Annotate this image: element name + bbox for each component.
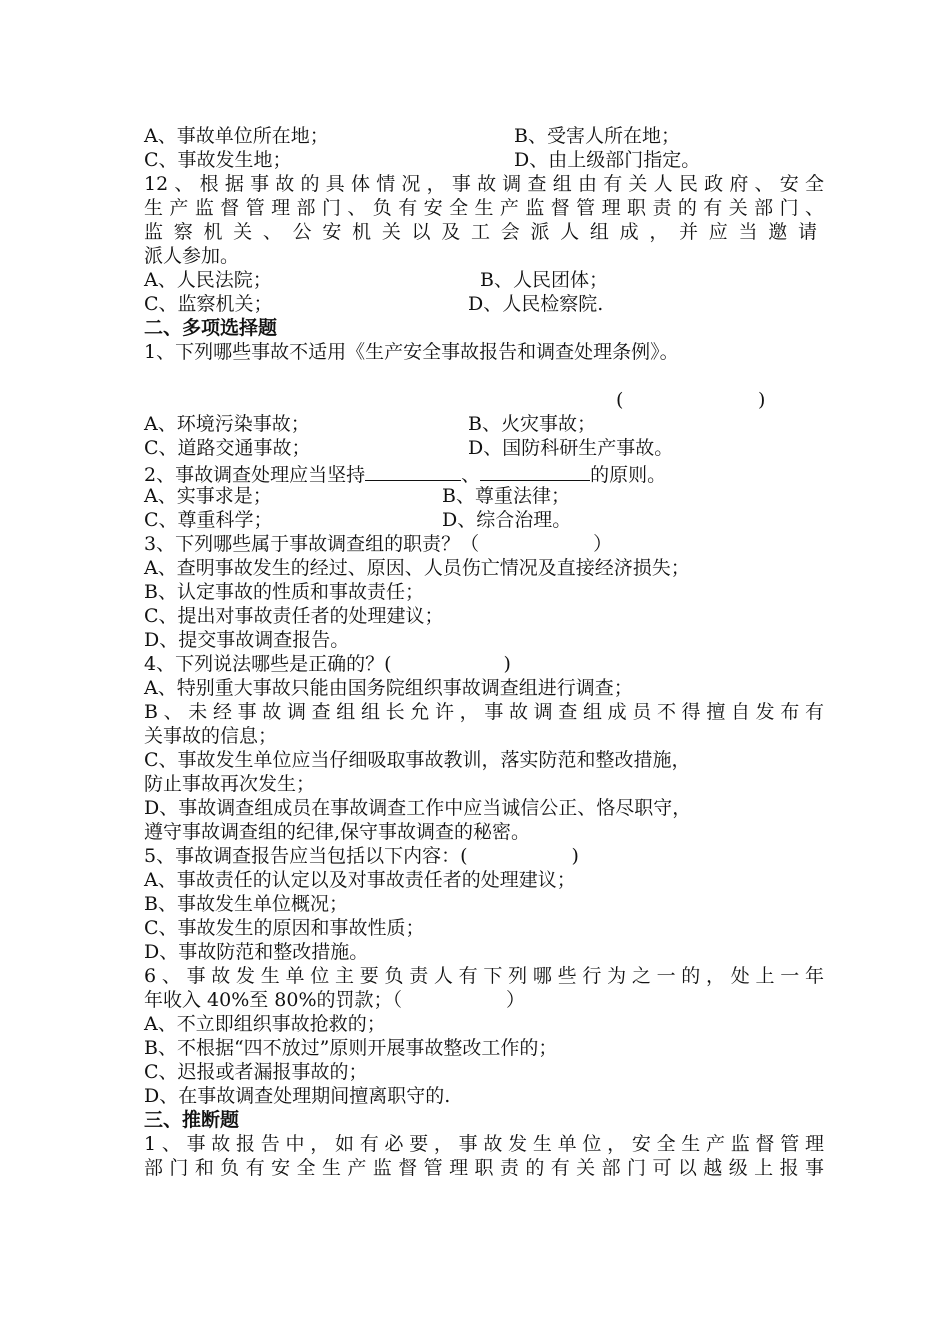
m6-option-b: B、不根据“四不放过”原则开展事故整改工作的； <box>144 1037 558 1059</box>
m3-stem-close: ） <box>593 533 613 555</box>
m2-options-row-1 <box>144 484 824 508</box>
m4-stem-close: ) <box>503 653 511 675</box>
m4-option-d-line-1: D、事故调查组成员在事故调查工作中应当诚信公正、恪尽职守， <box>144 797 692 819</box>
m1-option-d: D、国防科研生产事故。 <box>468 437 674 459</box>
m4-stem-text: 4、下列说法哪些是正确的？( <box>144 653 392 675</box>
m1-stem: 1、下列哪些事故不适用《生产安全事故报告和调查处理条例》。 <box>144 341 679 363</box>
m5-option-d: D、事故防范和整改措施。 <box>144 941 369 963</box>
m2-options-row-2 <box>144 508 824 532</box>
m1-spacer <box>144 364 824 388</box>
m2-option-b: B、尊重法律； <box>442 485 570 507</box>
q11-option-a: A、事故单位所在地； <box>144 125 329 147</box>
j1-line-1: 1、事故报告中，如有必要，事故发生单位，安全生产监督管理 <box>144 1133 824 1155</box>
m6-option-c: C、迟报或者漏报事故的； <box>144 1061 368 1083</box>
m2-stem <box>144 460 824 484</box>
m1-option-a: A、环境污染事故； <box>144 413 310 435</box>
m6-stem-line-1: 6、事故发生单位主要负责人有下列哪些行为之一的，处上一年 <box>144 965 824 987</box>
m1-answer-parens <box>144 388 824 412</box>
m5-stem <box>144 844 824 868</box>
m6-option-a: A、不立即组织事故抢救的； <box>144 1013 386 1035</box>
q12-option-a: A、人民法院； <box>144 269 272 291</box>
m5-option-b: B、事故发生单位概况； <box>144 893 348 915</box>
m2-option-a: A、实事求是； <box>144 485 272 507</box>
q12-stem-line-1: 12、根据事故的具体情况，事故调查组由有关人民政府、安全 <box>144 173 824 195</box>
m2-blank-1[interactable] <box>365 460 461 481</box>
q11-options-row-1 <box>144 124 824 148</box>
q11-options-row-2 <box>144 148 824 172</box>
m6-stem-line-2 <box>144 988 824 1012</box>
m2-stem-end: 的原则。 <box>590 464 667 486</box>
section-judgment-title: 三、推断题 <box>144 1109 240 1131</box>
q11-option-d: D、由上级部门指定。 <box>514 149 701 171</box>
m4-stem <box>144 652 824 676</box>
q12-option-c: C、监察机关； <box>144 293 273 315</box>
q12-stem-line-4: 派人参加。 <box>144 245 240 267</box>
q12-stem-line-2: 生产监督管理部门、负有安全生产监督管理职责的有关部门、 <box>144 197 824 219</box>
m5-stem-text: 5、事故调查报告应当包括以下内容：( <box>144 845 468 867</box>
m2-stem-start: 2、事故调查处理应当坚持 <box>144 464 366 486</box>
m4-option-d-line-2: 遵守事故调查组的纪律,保守事故调查的秘密。 <box>144 821 531 843</box>
m4-option-a: A、特别重大事故只能由国务院组织事故调查组进行调查； <box>144 677 633 699</box>
m6-stem-text: 年收入 40%至 80%的罚款；（ <box>144 989 403 1011</box>
m2-option-c: C、尊重科学； <box>144 509 273 531</box>
q11-option-b: B、受害人所在地； <box>514 125 680 147</box>
m3-stem <box>144 532 824 556</box>
m5-option-a: A、事故责任的认定以及对事故责任者的处理建议； <box>144 869 576 891</box>
m5-option-c: C、事故发生的原因和事故性质； <box>144 917 425 939</box>
m1-option-c: C、道路交通事故； <box>144 437 311 459</box>
m1-paren-open: ( <box>616 389 624 411</box>
m1-options-row-2 <box>144 436 824 460</box>
m3-option-b: B、认定事故的性质和事故责任； <box>144 581 424 603</box>
m6-stem-close: ） <box>506 989 526 1011</box>
m2-stem-mid: 、 <box>461 464 481 486</box>
section-multiple-choice-title: 二、多项选择题 <box>144 317 278 339</box>
m3-option-d: D、提交事故调查报告。 <box>144 629 350 651</box>
m2-option-d: D、综合治理。 <box>442 509 572 531</box>
m5-stem-close: ) <box>571 845 579 867</box>
m2-blank-2[interactable] <box>480 460 590 481</box>
m4-option-c-line-1: C、事故发生单位应当仔细吸取事故教训，落实防范和整改措施， <box>144 749 691 771</box>
m3-option-c: C、提出对事故责任者的处理建议； <box>144 605 444 627</box>
m3-option-a: A、查明事故发生的经过、原因、人员伤亡情况及直接经济损失； <box>144 557 690 579</box>
q12-options-row-2 <box>144 292 824 316</box>
q12-option-b: B、人民团体； <box>480 269 608 291</box>
m1-options-row-1 <box>144 412 824 436</box>
j1-line-2: 部门和负有安全生产监督管理职责的有关部门可以越级上报事 <box>144 1157 824 1179</box>
m6-option-d: D、在事故调查处理期间擅离职守的. <box>144 1085 451 1107</box>
m3-stem-text: 3、下列哪些属于事故调查组的职责？（ <box>144 533 480 555</box>
m4-option-c-line-2: 防止事故再次发生； <box>144 773 316 795</box>
q12-stem-line-3: 监察机关、公安机关以及工会派人组成，并应当邀请 <box>144 221 824 243</box>
m4-option-b-line-2: 关事故的信息； <box>144 725 278 747</box>
q12-options-row-1 <box>144 268 824 292</box>
q11-option-c: C、事故发生地； <box>144 149 292 171</box>
document-page <box>144 124 824 1180</box>
q12-option-d: D、人民检察院. <box>468 293 604 315</box>
m1-paren-close: ) <box>758 389 766 411</box>
m4-option-b-line-1: B、未经事故调查组组长允许，事故调查组成员不得擅自发布有 <box>144 701 824 723</box>
m1-option-b: B、火灾事故； <box>468 413 596 435</box>
